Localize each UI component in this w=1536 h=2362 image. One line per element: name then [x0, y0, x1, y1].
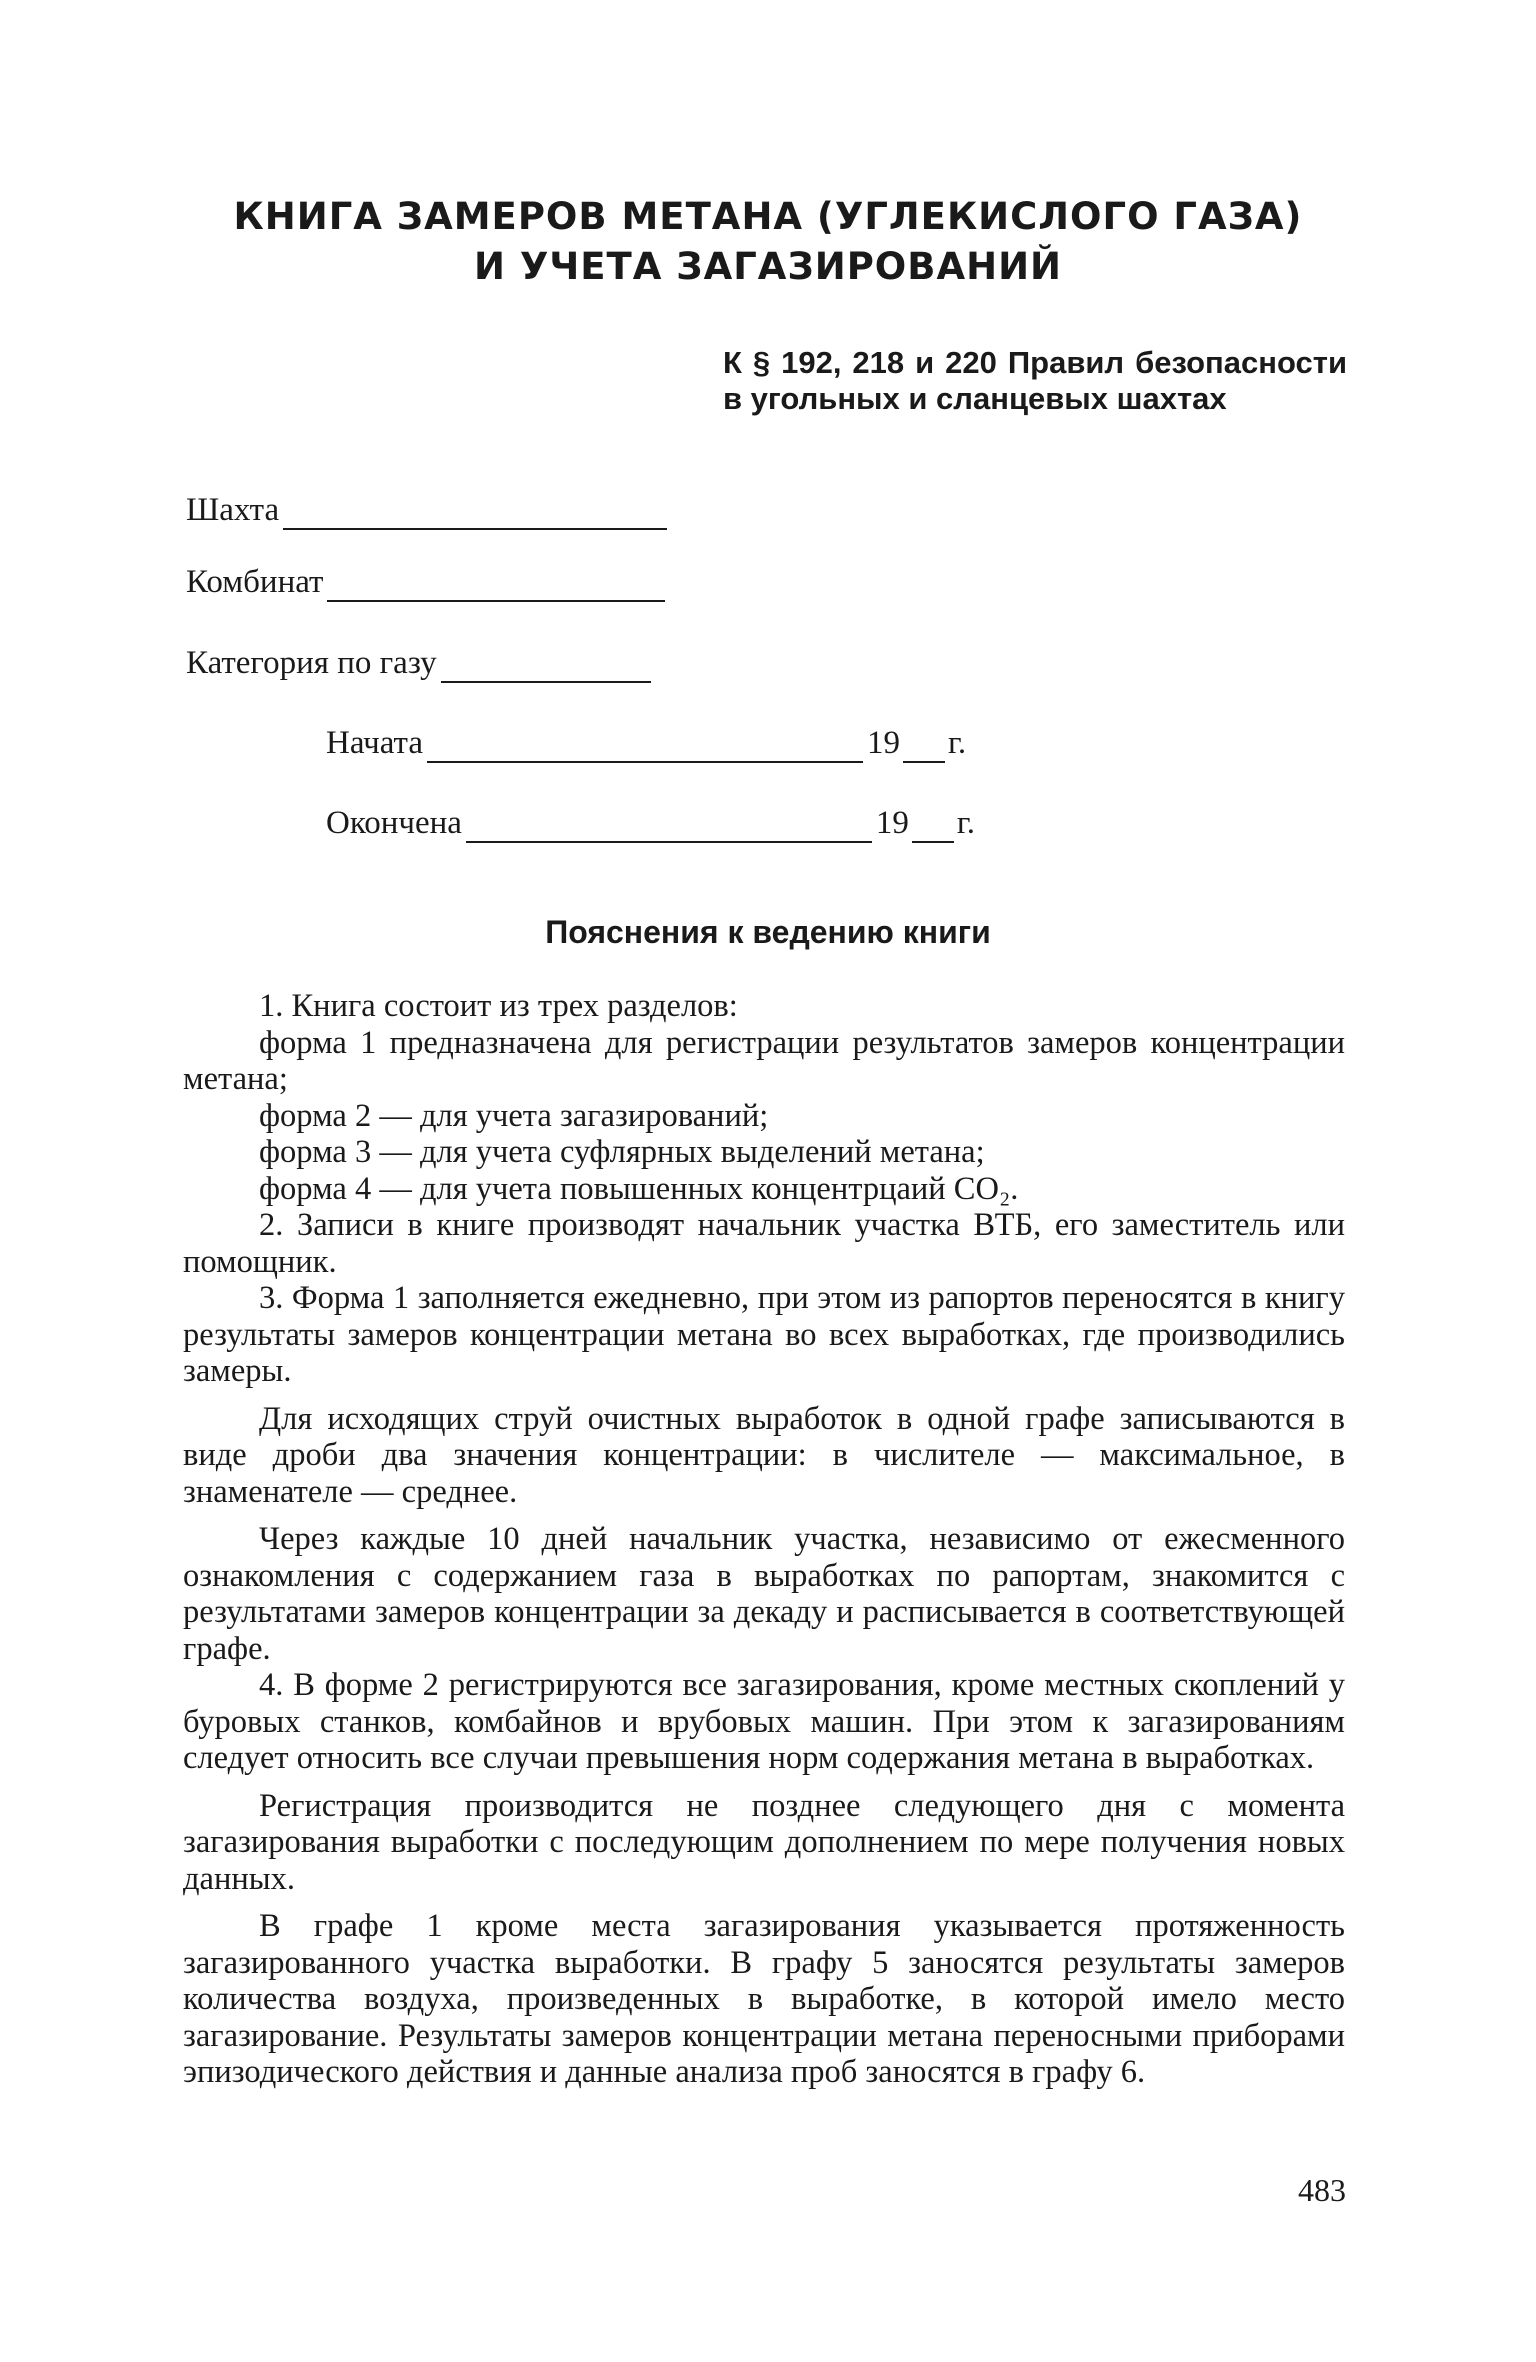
started-year-prefix: 19 [867, 725, 901, 761]
finished-year-suffix: г. [956, 805, 975, 841]
finished-label: Окончена [326, 805, 462, 841]
title-line-2: И УЧЕТА ЗАГАЗИРОВАНИЙ [474, 245, 1062, 288]
paragraph: 1. Книга состоит из трех разделов: [259, 988, 738, 1024]
finished-year-prefix: 19 [875, 805, 909, 841]
mine-field [186, 490, 667, 530]
started-year-blank[interactable] [903, 731, 945, 763]
paragraph: 3. Форма 1 заполняется ежедневно, при этом из рапортов переносятся в книгу результаты замеров концентрации метана во всех выработках, где производились замеры. [183, 1280, 1345, 1389]
rules-reference: К § 192, 218 и 220 Правил безопасности в угольных и сланцевых шахтах [723, 345, 1347, 416]
mine-blank-line[interactable] [283, 498, 667, 530]
combine-blank-line[interactable] [327, 570, 665, 602]
paragraph: В графе 1 кроме места загазирования указывается протяженность загазированного участка выработки. В графу 5 заносятся результаты замеров количества воздуха, произведенных в выработке, в которой имело место загазирование. Результаты замеров концентрации метана переносными приборами эпизодического действия и данные анализа проб заносятся в графу 6. [183, 1908, 1345, 2090]
paragraph: Через каждые 10 дней начальник участка, независимо от ежесменного ознакомления с содержанием газа в выработках по рапортам, знакомится с результатами замеров концентрации за декаду и расписывается в соответствующей графе. [183, 1521, 1345, 1667]
title-line-1: КНИГА ЗАМЕРОВ МЕТАНА (УГЛЕКИСЛОГО ГАЗА) [233, 195, 1303, 238]
finished-blank-line[interactable] [466, 811, 872, 843]
started-label: Начата [326, 725, 424, 761]
started-blank-line[interactable] [427, 731, 863, 763]
mine-label: Шахта [186, 492, 280, 528]
section-heading: Пояснения к ведению книги [545, 914, 991, 950]
paragraph: Для исходящих струй очистных выработок в одной графе записываются в виде дроби два значения концентрации: в числителе — максимальное, в знаменателе — среднее. [183, 1400, 1345, 1510]
paragraph: Регистрация производится не позднее следующего дня с момента загазирования выработки с последующим дополнением по мере получения новых данных. [183, 1787, 1345, 1897]
combine-label: Комбинат [186, 564, 324, 600]
finished-field [326, 803, 975, 843]
paragraph: форма 2 — для учета загазирований; [259, 1097, 769, 1134]
explanations-body [183, 988, 1345, 2091]
paragraph: форма 4 — для учета повышенных концентрцаий CO₂. [259, 1170, 1019, 1207]
finished-year-blank[interactable] [912, 811, 954, 843]
paragraph: форма 3 — для учета суфлярных выделений метана; [259, 1134, 985, 1170]
combine-field [186, 562, 665, 602]
paragraph: 2. Записи в книге производят начальник участка ВТБ, его заместитель или помощник. [183, 1207, 1345, 1280]
started-year-suffix: г. [948, 725, 967, 761]
paragraph: 4. В форме 2 регистрируются все загазирования, кроме местных скоплений у буровых станков, комбайнов и врубовых машин. При этом к загазированиям следует относить все случаи превышения норм содержания метана в выработках. [183, 1667, 1345, 1776]
gas-category-field [186, 643, 651, 683]
page-number: 483 [1298, 2172, 1346, 2208]
gas-category-label: Категория по газу [186, 645, 437, 681]
gas-category-blank-line[interactable] [441, 651, 651, 683]
started-field [326, 723, 966, 763]
document-title [180, 192, 1356, 292]
paragraph: форма 1 предназначена для регистрации результатов замеров концентрации метана; [183, 1024, 1345, 1097]
